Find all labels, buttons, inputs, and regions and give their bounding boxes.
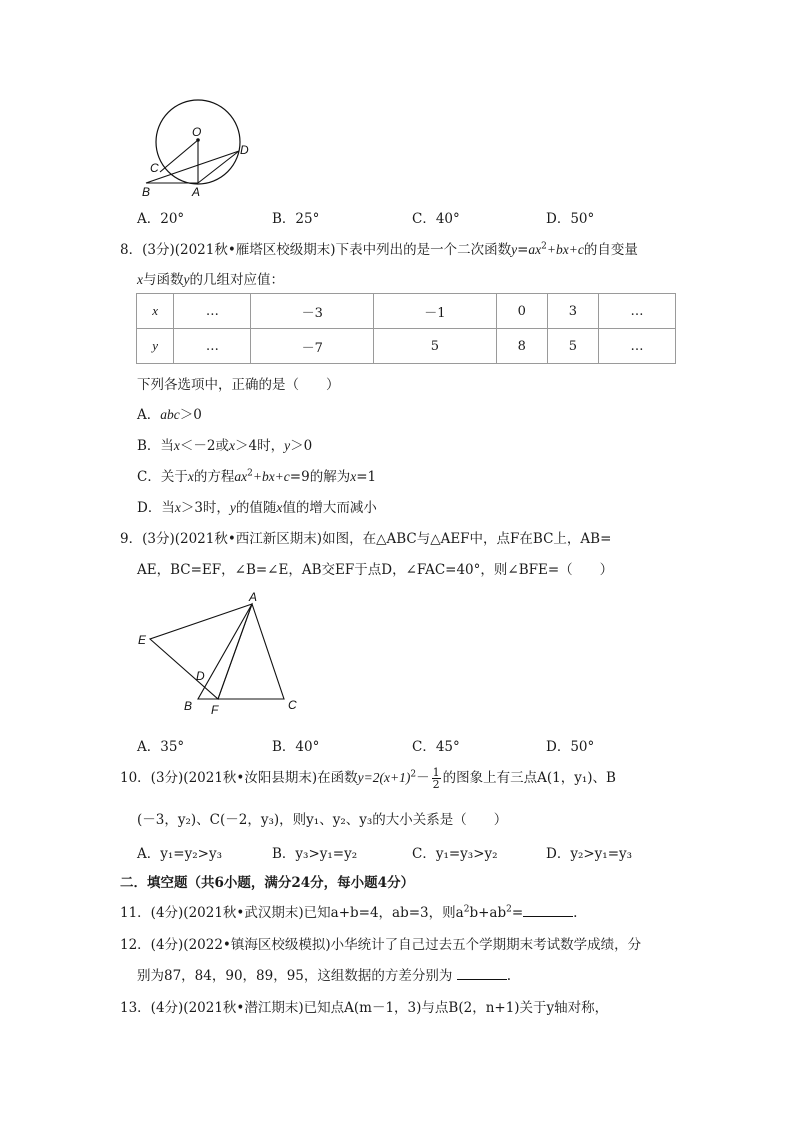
q9-option-b: B．40° <box>272 739 320 755</box>
q8-opt-b-t3: ＞4时， <box>235 438 285 454</box>
q9-label-d: D <box>196 669 205 683</box>
q8-opt-b-x1: x <box>173 438 180 453</box>
q7-label-d: D <box>240 143 249 157</box>
table-cell: 0 <box>496 294 547 329</box>
q8-func-eq: = <box>517 242 529 258</box>
q7-option-b: B．25° <box>272 211 320 227</box>
q11-suffix: = <box>511 905 524 921</box>
table-cell: 5 <box>547 329 598 364</box>
q8-prompt: 下列各选项中，正确的是（ ） <box>137 377 340 393</box>
q8-opt-d-t2: ＞3时， <box>180 500 230 516</box>
q8-opt-b-x2: x <box>229 438 236 453</box>
q8-stem-suffix: 的自变量 <box>583 242 638 258</box>
q12-end: . <box>506 968 511 984</box>
q9-label-c: C <box>288 698 297 712</box>
q10-option-c: C．y₁=y₃>y₂ <box>412 846 498 862</box>
q11-mid: b+ab <box>469 905 507 921</box>
q8-value-table <box>136 293 676 364</box>
q8-opt-c-t3: =9的解为 <box>289 469 351 485</box>
q13-line1: 13．(4分)(2021秋•潜江期末)已知点A(m－1，3)与点B(2，n+1)关于y轴对称， <box>120 1000 609 1016</box>
q9-line1: 9．(3分)(2021秋•西江新区期末)如图，在△ABC与△AEF中，点F在BC上，AB= <box>120 531 612 547</box>
q10-suffix: 的图象上有三点A(1，y₁)、B <box>442 770 616 786</box>
q8-stem-mid: 与函数 <box>143 272 184 288</box>
q8-opt-a-var: abc <box>160 407 180 422</box>
q8-option-b <box>137 434 312 454</box>
q8-opt-d-t4: 值的增大而减小 <box>282 500 377 516</box>
q12-line1: 12．(4分)(2022•镇海区校级模拟)小华统计了自己过去五个学期期末考试数学成绩，分 <box>120 937 642 953</box>
q8-table-row-y <box>137 329 676 364</box>
table-cell: 3 <box>547 294 598 329</box>
q9-label-f: F <box>211 703 219 717</box>
table-cell: … <box>598 329 675 364</box>
q10-func: y=2(x+1) <box>357 770 411 785</box>
q8-row-label-x: x <box>137 294 174 329</box>
q7-label-c: C <box>150 161 159 175</box>
q8-opt-a-label: A． <box>137 407 161 423</box>
q12-line2 <box>137 964 511 984</box>
q8-func-bx: +bx+c <box>546 242 584 257</box>
section2-title: 二．填空题（共6小题，满分24分，每小题4分） <box>120 875 415 891</box>
q8-opt-c-exp: 2 <box>247 468 253 479</box>
q10-line1 <box>120 766 616 790</box>
q9-segment-af <box>218 604 252 699</box>
q12-line2-prefix: 别为87，84，90，89，95，这组数据的方差分别为 <box>137 968 453 984</box>
q8-stem-line1 <box>120 238 638 258</box>
q10-frac-den: 2 <box>432 778 440 791</box>
q10-frac-num: 1 <box>432 766 440 779</box>
q8-opt-a-rest: ＞0 <box>179 407 202 423</box>
table-cell: －7 <box>251 329 374 364</box>
q8-opt-c-eq-rest: +bx+c <box>252 469 290 484</box>
q8-opt-d-y: y <box>229 500 236 515</box>
q10-minus: － <box>416 770 430 786</box>
q10-option-b: B．y₃>y₁=y₂ <box>272 846 358 862</box>
q7-segment-bd <box>146 151 239 183</box>
q8-option-a <box>137 403 202 423</box>
q8-func-y: y <box>511 242 518 257</box>
q8-var-y: y <box>183 272 190 287</box>
q8-opt-b-y: y <box>284 438 291 453</box>
q8-stem-line2-suffix: 的几组对应值： <box>189 272 284 288</box>
q8-opt-c-t2: 的方程 <box>193 469 235 485</box>
table-cell: －3 <box>251 294 374 329</box>
q8-opt-d-x2: x <box>276 500 283 515</box>
q7-option-d: D．50° <box>546 211 595 227</box>
table-cell: … <box>598 294 675 329</box>
q7-label-b: B <box>142 185 151 199</box>
q10-func-exp: 2 <box>410 769 417 780</box>
q11-exp2: 2 <box>506 904 512 915</box>
q11-answer-blank[interactable] <box>523 904 573 917</box>
q8-opt-c-eq-a: ax <box>234 469 248 484</box>
q9-figure <box>134 592 306 718</box>
q10-option-d: D．y₂>y₁=y₃ <box>546 846 633 862</box>
q9-label-e: E <box>138 633 147 647</box>
q11-end: . <box>573 905 578 921</box>
q7-label-a: A <box>192 185 201 199</box>
q8-opt-c-t4: =1 <box>356 469 377 485</box>
q8-option-c <box>137 465 376 485</box>
q8-stem-line2 <box>137 268 284 288</box>
q10-line2: (－3，y₂)、C(－2，y₃)，则y₁、y₂、y₃的大小关系是（ ） <box>137 812 508 828</box>
q8-opt-d-x: x <box>174 500 181 515</box>
table-cell: … <box>174 329 251 364</box>
q8-opt-c-x: x <box>187 469 194 484</box>
q8-func-exp: 2 <box>541 241 547 252</box>
q7-option-a: A．20° <box>137 211 185 227</box>
q8-opt-c-x2: x <box>350 469 357 484</box>
q9-option-a: A．35° <box>137 739 185 755</box>
q10-fraction <box>432 767 441 790</box>
q8-opt-b-t4: ＞0 <box>290 438 313 454</box>
q9-line2: AE，BC=EF，∠B=∠E，AB交EF于点D，∠FAC=40°，则∠BFE=（ ） <box>137 562 614 578</box>
table-cell: … <box>174 294 251 329</box>
q11-exp1: 2 <box>463 904 470 915</box>
table-cell: －1 <box>374 294 497 329</box>
q10-option-a: A．y₁=y₂>y₃ <box>137 846 222 862</box>
q9-label-a: A <box>249 592 258 604</box>
q8-table-row-x <box>137 294 676 329</box>
q7-figure <box>134 96 254 200</box>
q8-opt-c-t1: C．关于 <box>137 469 188 485</box>
q11-prefix: 11．(4分)(2021秋•武汉期末)已知a+b=4，ab=3，则a <box>120 905 464 921</box>
q11-line <box>120 901 577 921</box>
q8-var-x: x <box>137 272 143 287</box>
q7-label-o: O <box>192 125 202 139</box>
q8-row-label-y: y <box>137 329 174 364</box>
q9-label-b: B <box>184 699 193 713</box>
q9-option-d: D．50° <box>546 739 595 755</box>
q8-option-d <box>137 496 377 516</box>
q8-opt-b-t2: ＜－2或 <box>179 438 230 454</box>
q12-answer-blank[interactable] <box>457 967 507 980</box>
q8-opt-b-t1: B．当 <box>137 438 174 454</box>
q7-option-c: C．40° <box>412 211 460 227</box>
table-cell: 8 <box>496 329 547 364</box>
q9-triangle-aef <box>150 604 252 699</box>
q8-stem-prefix: 8．(3分)(2021秋•雁塔区校级期末)下表中列出的是一个二次函数 <box>120 242 512 258</box>
q8-opt-d-t1: D．当 <box>137 500 175 516</box>
q9-option-c: C．45° <box>412 739 460 755</box>
q8-func-a: ax <box>528 242 542 257</box>
table-cell: 5 <box>374 329 497 364</box>
q10-prefix: 10．(3分)(2021秋•汝阳县期末)在函数 <box>120 770 358 786</box>
q8-opt-d-t3: 的值随 <box>235 500 277 516</box>
